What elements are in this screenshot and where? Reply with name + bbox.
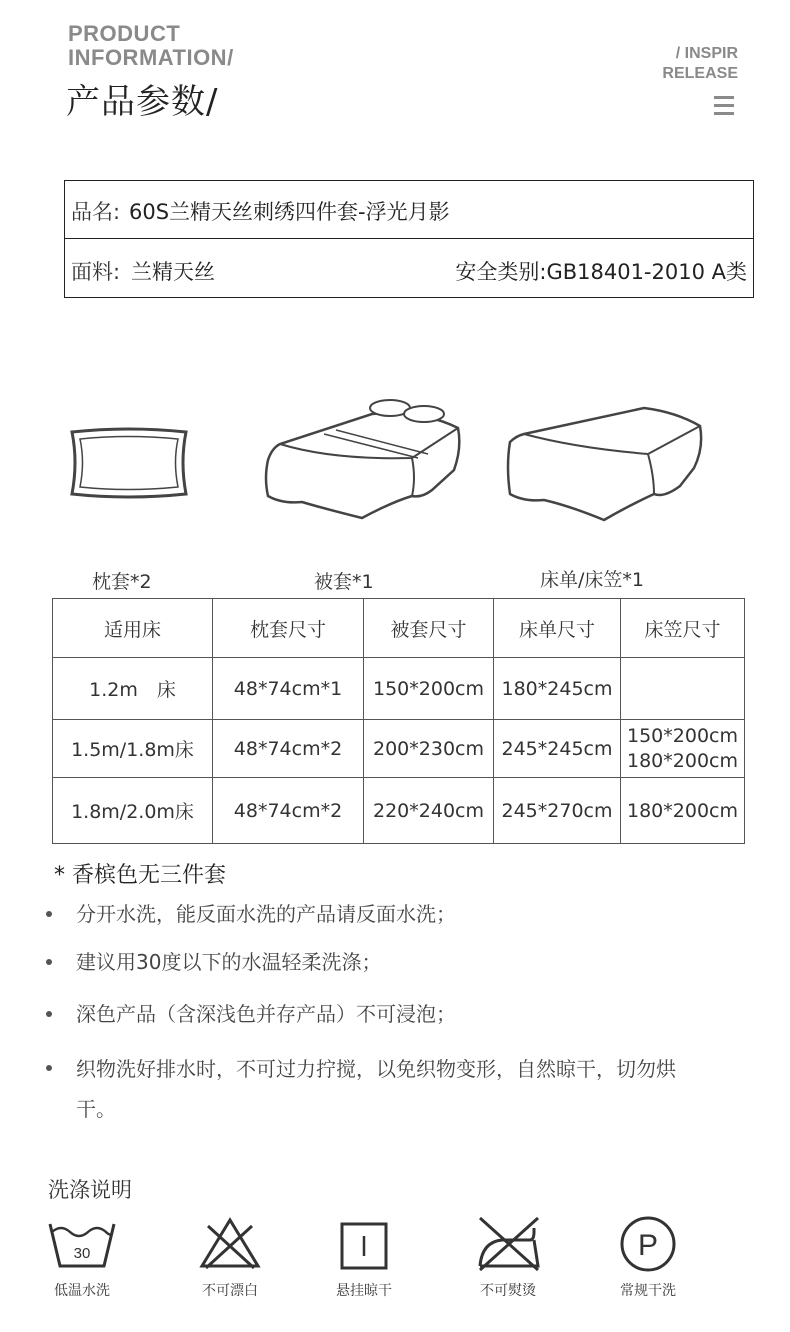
care-list — [46, 895, 746, 1129]
header-right-line1: / INSPIR — [675, 45, 738, 62]
table-cell: 245*245cm — [494, 720, 621, 778]
table-cell — [621, 658, 745, 720]
table-cell: 1.2m 床 — [53, 658, 213, 720]
table-cell: 48*74cm*2 — [213, 778, 364, 844]
list-item — [46, 895, 746, 933]
table-cell: 1.8m/2.0m床 — [53, 778, 213, 844]
table-cell: 220*240cm — [364, 778, 494, 844]
wash-icon-item — [180, 1212, 280, 1300]
header-en-line1: PRODUCT — [68, 21, 181, 46]
safety-class: 安全类别:GB18401-2010 A类 — [455, 260, 747, 284]
wash-icon-label: 低温水洗 — [54, 1283, 110, 1299]
header-right-text — [662, 44, 738, 84]
care-text: 分开水洗，能反面水洗的产品请反面水洗； — [76, 902, 456, 926]
wash-icon-label: 不可熨烫 — [480, 1283, 536, 1299]
page-title: 产品参数/ — [66, 82, 219, 122]
care-text: 建议用30度以下的水温轻柔洗涤； — [76, 950, 382, 974]
wash-icon-label: 常规干洗 — [620, 1283, 676, 1299]
dry-clean-p-icon — [612, 1212, 684, 1272]
pillowcase-caption: 枕套*2 — [92, 571, 152, 593]
no-bleach-icon — [194, 1212, 266, 1272]
fabric-value: 兰精天丝 — [131, 260, 215, 284]
care-text: 深色产品（含深浅色并存产品）不可浸泡； — [76, 1002, 456, 1026]
wash-icon-item — [314, 1212, 414, 1300]
no-iron-icon — [472, 1212, 544, 1272]
header-en-title — [68, 22, 234, 70]
wash-icon-label: 不可漂白 — [202, 1283, 258, 1299]
table-cell: 150*200cm — [364, 658, 494, 720]
info-row-name — [65, 181, 753, 239]
fabric-label: 面料: — [71, 260, 121, 284]
wash-icon-item — [458, 1212, 558, 1300]
hamburger-icon[interactable] — [714, 96, 734, 120]
table-header-cell: 床单尺寸 — [494, 599, 621, 658]
bed-sheet-icon — [504, 402, 706, 526]
line-dry-icon — [328, 1212, 400, 1272]
table-header-cell: 被套尺寸 — [364, 599, 494, 658]
list-item — [46, 1049, 696, 1129]
list-item — [46, 995, 746, 1033]
table-header-cell: 枕套尺寸 — [213, 599, 364, 658]
wash-icon-item — [598, 1212, 698, 1300]
table-cell: 1.5m/1.8m床 — [53, 720, 213, 778]
duvet-set-icon — [262, 398, 466, 522]
table-cell: 200*230cm — [364, 720, 494, 778]
name-value: 60S兰精天丝刺绣四件套-浮光月影 — [129, 200, 450, 224]
table-row — [53, 778, 745, 844]
care-text: 织物洗好排水时，不可过力拧搅，以免织物变形，自然晾干，切勿烘干。 — [76, 1057, 676, 1121]
name-label: 品名: — [71, 200, 121, 224]
table-cell: 245*270cm — [494, 778, 621, 844]
note-text: * 香槟色无三件套 — [54, 863, 226, 888]
table-cell: 150*200cm 180*200cm — [621, 720, 745, 778]
washing-title: 洗涤说明 — [48, 1178, 132, 1202]
wash-30-icon — [46, 1212, 118, 1272]
duvet-caption: 被套*1 — [314, 571, 374, 593]
pillowcase-icon — [66, 424, 192, 502]
table-cell: 180*200cm — [621, 778, 745, 844]
table-row — [53, 720, 745, 778]
wash-icon-label: 悬挂晾干 — [336, 1283, 392, 1299]
table-header-cell: 床笠尺寸 — [621, 599, 745, 658]
table-header-row — [53, 599, 745, 658]
table-cell: 180*245cm — [494, 658, 621, 720]
wash-temp: 30 — [73, 1245, 91, 1262]
header-en-line2: INFORMATION/ — [68, 45, 234, 70]
table-cell: 48*74cm*1 — [213, 658, 364, 720]
header-right-line2: RELEASE — [662, 65, 738, 82]
size-table — [52, 598, 745, 844]
dry-clean-letter: P — [637, 1229, 659, 1262]
table-header-cell: 适用床 — [53, 599, 213, 658]
list-item — [46, 943, 746, 981]
sheet-caption: 床单/床笠*1 — [540, 569, 644, 591]
table-row — [53, 658, 745, 720]
wash-icon-item — [32, 1212, 132, 1300]
product-info-box — [64, 180, 754, 298]
table-cell: 48*74cm*2 — [213, 720, 364, 778]
